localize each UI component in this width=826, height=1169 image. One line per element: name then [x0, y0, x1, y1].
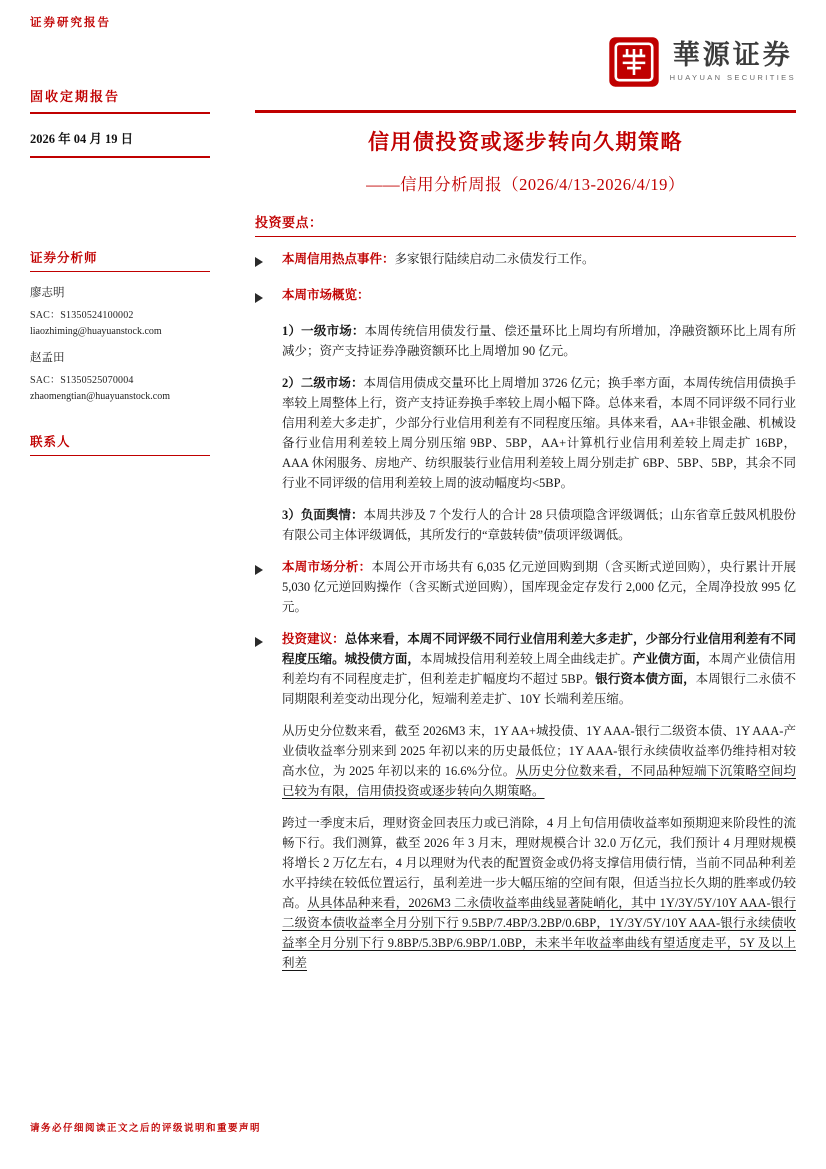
- analyst-email-2: zhaomengtian@huayuanstock.com: [30, 391, 170, 402]
- bullet-market-analysis-text: 本周市场分析：本周公开市场共有 6,035 亿元逆回购到期（含买断式逆回购），央行累计开展 5,030 亿元逆回购操作（含买断式逆回购），国库现金定存发行 2,000 亿元，全周净投放 995 亿元。: [282, 560, 796, 614]
- bullet-investment-advice-text: 投资建议：总体来看，本周不同评级不同行业信用利差大多走扩，少部分行业信用利差有不同程度压缩。城投债方面，本周城投信用利差较上周全曲线走扩。产业债方面，本周产业债信用利差均有不同程度走扩，但利差走扩幅度均不超过 5BP。银行资本债方面，本周银行二永债不同期限利差变动出现分化，短端利差走扩、10Y 长端利差压缩。: [282, 632, 796, 706]
- analyst-name-2: 赵孟田: [30, 352, 65, 364]
- arrow-bullet-icon: [255, 557, 282, 617]
- contact-section-title: 联系人: [30, 432, 210, 456]
- bullet-market-overview: [255, 285, 796, 309]
- footer-disclaimer: 请务必仔细阅读正文之后的评级说明和重要声明: [30, 1124, 262, 1134]
- analyst-email-1: liaozhiming@huayuanstock.com: [30, 326, 162, 337]
- analyst-sac-2: SAC：S1350525070004: [30, 375, 134, 386]
- huayuan-seal-icon: [608, 36, 660, 88]
- analyst-name-1: 廖志明: [30, 287, 65, 299]
- main-content: [255, 110, 796, 973]
- arrow-bullet-icon: [255, 249, 282, 273]
- sidebar: [30, 86, 210, 456]
- page-title: 信用债投资或逐步转向久期策略: [368, 130, 683, 154]
- para-outlook: 跨过一季度末后，理财资金回表压力或已消除，4 月上旬信用债收益率如预期迎来阶段性的流畅下行。我们测算，截至 2026 年 3 月末，理财规模合计 32.0 万亿元，我们预计 4 月理财规模将增长 2 万亿左右，4 月以理财为代表的配置资金或仍将支撑信用债行情，当前不同品种利差水平持续在较低位置运行，虽利差进一步大幅压缩的空间有限，但适当拉长久期的胜率或仍较高。从具体品种来看，2026M3 二永债收益率曲线显著陡峭化，其中 1Y/3Y/5Y/10Y AAA-银行二级资本债收益率全月分别下行 9.5BP/7.4BP/3.2BP/0.6BP，1Y/3Y/5Y/10Y AAA-银行永续债收益率全月分别下行 9.8BP/5.3BP/6.9BP/1.0BP，未来半年收益率曲线有望适度走平，5Y 及以上利差: [282, 816, 796, 970]
- report-type-label: 固收定期报告: [30, 86, 210, 114]
- bullet-market-analysis: [255, 557, 796, 617]
- analyst-sac-1: SAC：S1350524100002: [30, 310, 134, 321]
- bullet-hot-events-text: 本周信用热点事件：多家银行陆续启动二永债发行工作。: [282, 252, 595, 266]
- report-tag: 证券研究报告: [30, 17, 111, 29]
- para-negative-news: 3）负面舆情：本周共涉及 7 个发行人的合计 28 只债项隐含评级调低；山东省章丘鼓风机股份有限公司主体评级调低，其所发行的“章鼓转债”债项评级调低。: [282, 508, 796, 542]
- arrow-bullet-icon: [255, 629, 282, 709]
- para-primary-market: 1）一级市场：本周传统信用债发行量、偿还量环比上周均有所增加，净融资额环比上周有所减少；资产支持证券净融资额环比上周增加 90 亿元。: [282, 324, 796, 358]
- brand-text: [670, 42, 796, 82]
- bullet-investment-advice: [255, 629, 796, 709]
- bullet-market-overview-text: 本周市场概览：: [282, 288, 370, 302]
- brand-name-en: HUAYUAN SECURITIES: [669, 73, 796, 82]
- huayuan-logo: [608, 36, 796, 88]
- brand-name-cn: 華源证券: [672, 40, 793, 70]
- page-subtitle: ——信用分析周报（2026/4/13-2026/4/19）: [366, 175, 685, 194]
- arrow-bullet-icon: [255, 285, 282, 309]
- report-date: 2026 年 04 月 19 日: [30, 129, 210, 158]
- key-points-heading: 投资要点：: [255, 212, 796, 237]
- header-rule: [255, 110, 796, 113]
- para-historical-percentile: 从历史分位数来看，截至 2026M3 末，1Y AA+城投债、1Y AAA-银行二级资本债、1Y AAA-产业债收益率分别来到 2025 年初以来的历史最低位；1Y AAA-银行永续债收益率仍维持相对较高水位，为 2025 年初以来的 16.6%分位。从历史分位数来看，不同品种短端下沉策略空间均已较为有限，信用债投资或逐步转向久期策略。: [282, 724, 796, 798]
- para-secondary-market: 2）二级市场：本周信用债成交量环比上周增加 3726 亿元；换手率方面，本周传统信用债换手率较上周整体上行，资产支持证券换手率较上周小幅下降。总体来看，本周不同评级不同行业信用利差大多走扩，少部分行业信用利差有不同程度压缩。具体来看，AA+非银金融、机械设备行业信用利差较上周分别压缩 9BP、5BP，AA+计算机行业信用利差较上周走扩 16BP，AAA 休闲服务、房地产、纺织服装行业信用利差较上周分别走扩 6BP、5BP、5BP，其余不同行业不同评级的信用利差较上周的波动幅度均<5BP。: [282, 376, 796, 490]
- analyst-section-title: 证券分析师: [30, 248, 210, 272]
- bullet-hot-events: [255, 249, 796, 273]
